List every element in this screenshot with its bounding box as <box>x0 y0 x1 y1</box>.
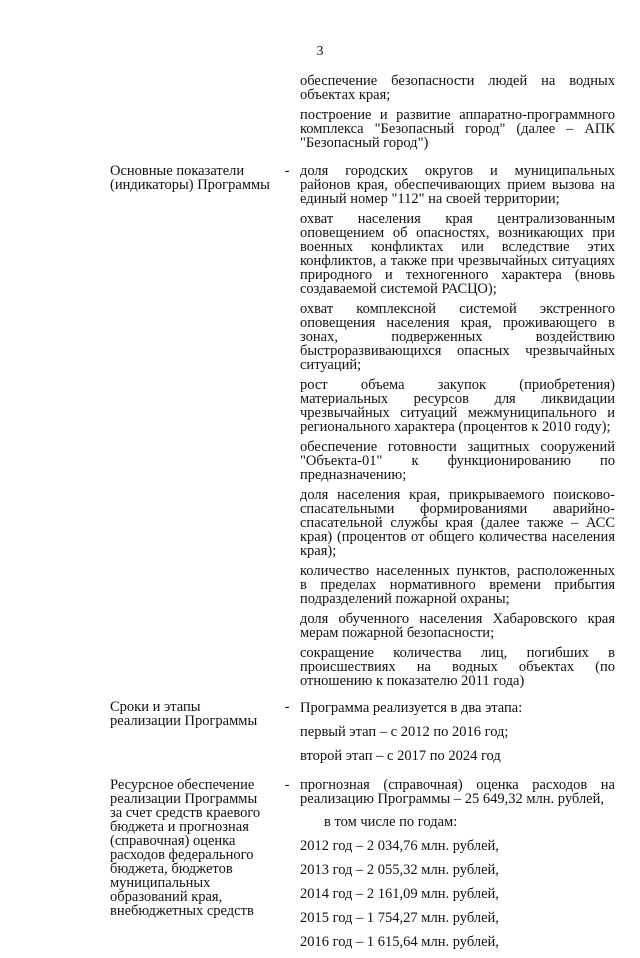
text-paragraph: первый этап – с 2012 по 2016 год; <box>300 724 509 740</box>
section-indicators <box>110 164 615 700</box>
section-label: Сроки и этапы реализации Программы <box>110 699 258 729</box>
row-dash-empty <box>274 74 300 164</box>
text-paragraph: обеспечение безопасности людей на водных объектах края; <box>300 73 615 103</box>
year-amount: 2013 год – 2 055,32 млн. рублей, <box>300 862 499 878</box>
page-number: 3 <box>316 44 324 59</box>
section-label: Ресурсное обеспечение реализации Программы за счет средств краевого бюджета и прогнозная (справочная) оценка расходов федерального бюджета, бюджетов муниципальных образований края, внебюджетных средств <box>110 777 261 919</box>
text-paragraph: рост объема закупок (приобретения) материальных ресурсов для ликвидации чрезвычайных ситуаций межмуниципального и регионального характера (процентов к 2010 году); <box>300 377 615 435</box>
text-paragraph: второй этап – с 2017 по 2024 год <box>300 748 501 764</box>
text-paragraph: построение и развитие аппаратно-программного комплекса "Безопасный город" (далее – АПК "Безопасный город") <box>300 107 615 151</box>
section-dash: - <box>284 163 290 179</box>
text-paragraph: охват комплексной системой экстренного оповещения населения края, проживающего в зонах, подверженных воздействию быстроразвивающихся опасных чрезвычайных ситуаций; <box>300 301 615 373</box>
section-terms <box>110 700 615 778</box>
text-paragraph: доля обученного населения Хабаровского края мерам пожарной безопасности; <box>300 611 615 641</box>
year-amount: 2016 год – 1 615,64 млн. рублей, <box>300 934 499 950</box>
year-amount: 2014 год – 2 161,09 млн. рублей, <box>300 886 499 902</box>
year-amount: 2012 год – 2 034,76 млн. рублей, <box>300 838 499 854</box>
row-label-empty <box>110 74 274 164</box>
section-items <box>300 164 615 700</box>
intro-text <box>300 74 615 164</box>
text-paragraph: сокращение количества лиц, погибших в происшествиях на водных объектах (по отношению к показателю 2011 года) <box>300 645 615 689</box>
text-paragraph: Программа реализуется в два этапа: <box>300 700 523 716</box>
text-paragraph: доля населения края, прикрываемого поисково-спасательными формированиями аварийно-спасательной службы края (далее также – АСС края) (процентов от общего количества населения края); <box>300 487 615 559</box>
text-paragraph: доля городских округов и муниципальных районов края, обеспечивающих прием вызова на единый номер "112" на своей территории; <box>300 163 615 207</box>
section-funding <box>110 778 615 958</box>
section-items <box>300 700 615 778</box>
text-paragraph: количество населенных пунктов, расположенных в пределах нормативного времени прибытия подразделений пожарной охраны; <box>300 563 615 607</box>
intro-row <box>110 74 615 164</box>
text-paragraph: в том числе по годам: <box>324 814 458 830</box>
section-dash: - <box>284 699 290 715</box>
text-paragraph: прогнозная (справочная) оценка расходов на реализацию Программы – 25 649,32 млн. рублей, <box>300 777 615 807</box>
year-amount: 2015 год – 1 754,27 млн. рублей, <box>300 910 499 926</box>
text-paragraph: обеспечение готовности защитных сооружений "Объекта-01" к функционированию по предназначению; <box>300 439 615 483</box>
passport-table <box>110 74 615 958</box>
section-label: Основные показатели (индикаторы) Программы <box>110 163 270 193</box>
text-paragraph: охват населения края централизованным оповещением об опасностях, возникающих при военных конфликтах или вследствие этих конфликтов, а также при чрезвычайных ситуациях природного и техногенного характера (вновь создаваемой системой РАСЦО); <box>300 211 615 297</box>
section-dash: - <box>284 777 290 793</box>
section-items <box>300 778 615 958</box>
